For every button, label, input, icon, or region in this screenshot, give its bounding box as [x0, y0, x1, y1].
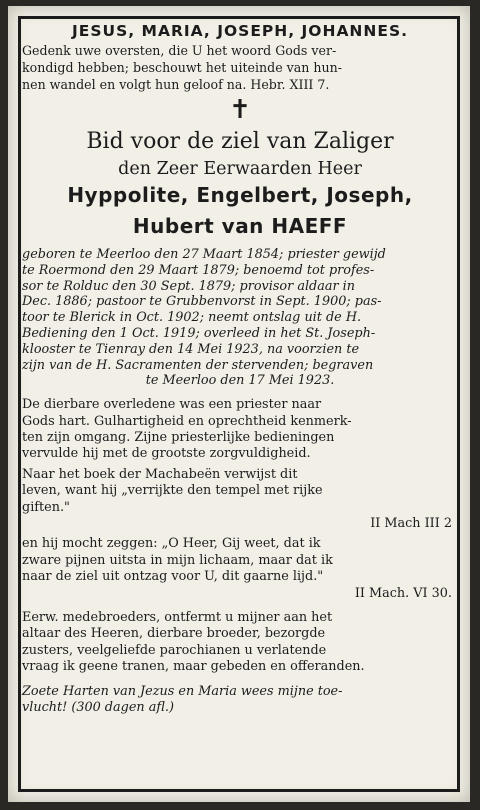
bio-line: geboren te Meerloo den 27 Maart 1854; priester gewijd: [22, 247, 386, 262]
bio-line: toor te Blerick in Oct. 1902; neemt ontslag uit de H.: [22, 310, 362, 326]
para-line: naar de ziel uit ontzag voor U, dit gaarne lijd.": [22, 569, 324, 585]
intro-scripture: [22, 42, 458, 93]
para-line: Gods hart. Gulhartigheid en oprechtheid kenmerk-: [22, 413, 352, 429]
deceased-name-line1: Hyppolite, Engelbert, Joseph,: [67, 183, 413, 207]
bio-line: te Roermond den 29 Maart 1879; benoemd tot profes-: [22, 262, 375, 278]
para-line: giften.": [22, 499, 70, 515]
scripture-reference: II Mach. VI 30.: [354, 585, 452, 601]
para-line: altaar des Heeren, dierbare broeder, bezorgde: [22, 626, 326, 642]
closing-indulgence-prayer: [22, 684, 458, 717]
memorial-card: [8, 6, 470, 802]
intro-line: kondigd hebben; beschouwt het uiteinde van hun-: [22, 60, 342, 75]
closing-line: Zoete Harten van Jezus en Maria wees mijne toe-: [22, 683, 343, 699]
paragraph-character: [22, 397, 458, 463]
para-line: zusters, veelgeliefde parochianen u verlatende: [22, 642, 327, 658]
closing-line: vlucht! (300 dagen afl.): [22, 700, 174, 716]
paragraph-machabees-2: [22, 536, 458, 602]
para-line: Eerw. medebroeders, ontfermt u mijner aan het: [22, 610, 333, 626]
bio-line: te Meerloo den 17 Mei 1923.: [145, 373, 335, 389]
header-invocation: JESUS, MARIA, JOSEPH, JOHANNES.: [71, 22, 409, 40]
para-line: leven, want hij „verrijkte den tempel met rijke: [22, 483, 323, 499]
para-line: ten zijn omgang. Zijne priesterlijke bedieningen: [22, 429, 335, 445]
para-line: vervulde hij met de grootste zorgvuldigheid.: [22, 446, 311, 462]
bio-line: Dec. 1886; pastoor te Grubbenvorst in Sept. 1900; pas-: [22, 294, 382, 310]
bio-line: zijn van de H. Sacramenten der stervenden; begraven: [22, 357, 374, 373]
paragraph-machabees-1: [22, 467, 458, 533]
deceased-name-line2: Hubert van HAEFF: [132, 214, 348, 238]
card-content: [22, 22, 458, 716]
para-line: en hij mocht zeggen: „O Heer, Gij weet, dat ik: [22, 536, 321, 552]
para-line: zware pijnen uitsta in mijn lichaam, maar dat ik: [22, 552, 333, 568]
intro-line: nen wandel en volgt hun geloof na. Hebr. XIII 7.: [22, 77, 330, 92]
para-line: Naar het boek der Machabeën verwijst dit: [22, 466, 298, 482]
honorific: den Zeer Eerwaarden Heer: [118, 159, 362, 179]
cross-icon: ✝: [229, 95, 251, 125]
bio-line: sor te Rolduc den 30 Sept. 1879; provisor aldaar in: [22, 278, 356, 294]
paragraph-request: [22, 610, 458, 676]
prayer-title: Bid voor de ziel van Zaliger: [86, 129, 394, 154]
bio-line: Bediening den 1 Oct. 1919; overleed in het St. Joseph-: [22, 325, 376, 341]
bio-line: klooster te Tienray den 14 Mei 1923, na voorzien te: [22, 341, 360, 357]
intro-line: Gedenk uwe oversten, die U het woord Gods ver-: [22, 43, 337, 58]
biography: [22, 247, 458, 389]
para-line: De dierbare overledene was een priester naar: [22, 397, 322, 413]
para-line: vraag ik geene tranen, maar gebeden en offeranden.: [22, 659, 365, 675]
scripture-reference: II Mach III 2: [370, 516, 452, 532]
